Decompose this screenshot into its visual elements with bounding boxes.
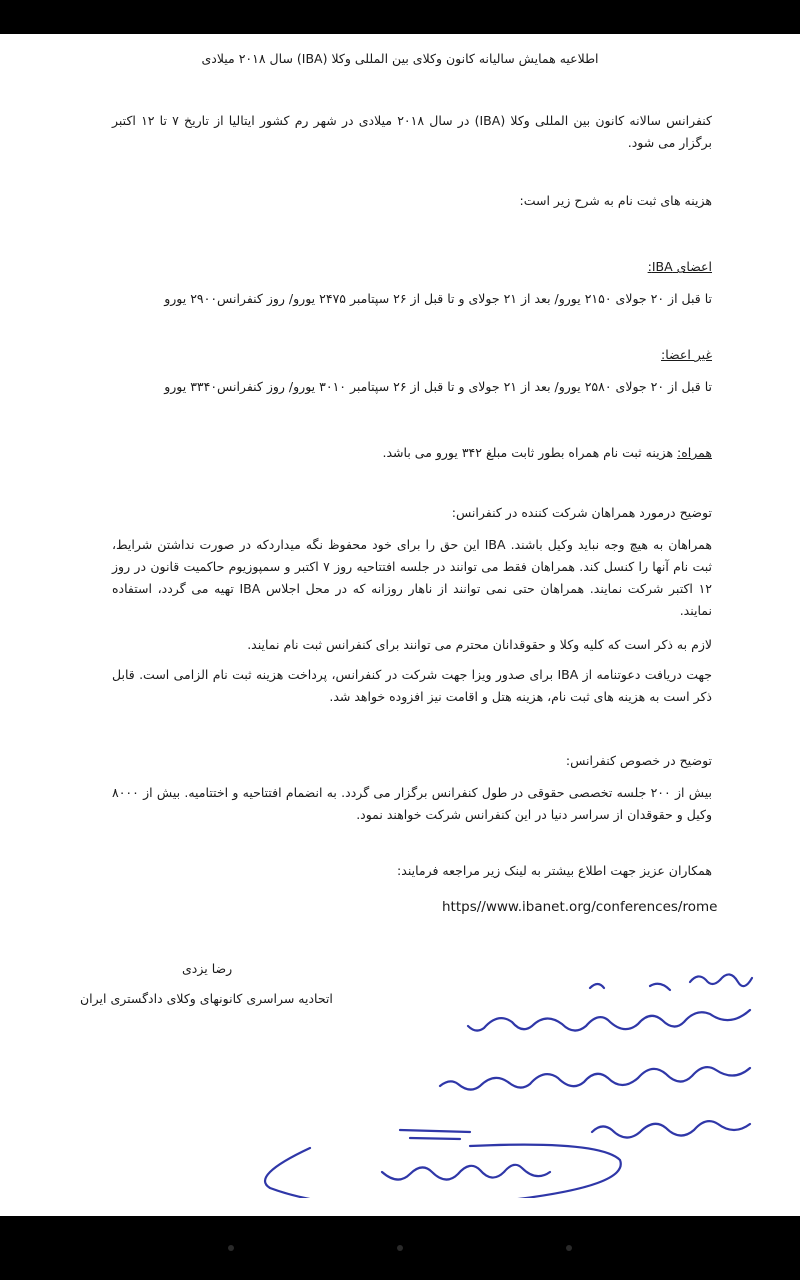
conference-note-body: بیش از ۲۰۰ جلسه تخصصی حقوقی در طول کنفرانس برگزار می گردد. به انضمام افتتاحیه و اختتامیه. بیش از ۸۰۰۰ وکیل و حقوقدان از سراسر دنیا در این کنفرانس شرکت خواهند نمود. — [112, 785, 712, 822]
intro-paragraph: کنفرانس سالانه کانون بین المللی وکلا (IBA) در سال ۲۰۱۸ میلادی در شهر رم کشور ایتالیا از تاریخ ۷ تا ۱۲ اکتبر برگزار می شود. — [112, 113, 713, 150]
more-info-text: همکاران عزیز جهت اطلاع بیشتر به لینک زیر مراجعه فرمایند: — [397, 863, 712, 878]
nav-home-button[interactable] — [397, 1245, 403, 1251]
handwriting-line-4 — [592, 1121, 750, 1137]
nav-back-button[interactable] — [228, 1245, 234, 1251]
companion-text: هزینه ثبت نام همراه بطور ثابت مبلغ ۳۴۲ یورو می باشد. — [382, 445, 678, 460]
companion-label: همراه: — [677, 445, 712, 460]
status-bar — [0, 0, 800, 34]
nav-recents-button[interactable] — [566, 1245, 572, 1251]
handwriting-date — [382, 1165, 550, 1180]
conference-note-heading: توضیح در خصوص کنفرانس: — [565, 753, 712, 768]
handwritten-annotation — [250, 958, 770, 1198]
signature-name: رضا یزدی — [182, 961, 233, 976]
fees-heading: هزینه های ثبت نام به شرح زیر است: — [519, 193, 712, 208]
companion-note-heading: توضیح درمورد همراهان شرکت کننده در کنفرانس: — [451, 505, 712, 520]
companion-line — [383, 442, 713, 464]
handwriting-underline — [400, 1130, 470, 1139]
handwriting-flourish — [265, 1145, 621, 1198]
handwriting-line-1 — [650, 974, 752, 990]
handwriting-line-3 — [440, 1067, 750, 1089]
nonmembers-heading: غیر اعضا: — [661, 347, 712, 362]
nonmembers-fees: تا قبل از ۲۰ جولای ۲۵۸۰ یورو/ بعد از ۲۱ جولای و تا قبل از ۲۶ سپتامبر ۳۰۱۰ یورو/ روز کنفرانس۳۳۴۰ یورو — [164, 379, 712, 394]
signature-org: اتحادیه سراسری کانونهای وکلای دادگستری ایران — [80, 991, 333, 1006]
members-heading: اعضای IBA: — [647, 259, 712, 274]
companion-note-body: همراهان به هیچ وجه نباید وکیل باشند. IBA این حق را برای خود محفوظ نگه میداردکه در صورت نداشتن شرایط، ثبت نام آنها را کنسل کند. همراهان فقط می توانند در جلسه افتتاحیه روز ۷ اکتبر و سمپوزیوم حاکمیت قانون در روز ۱۲ اکتبر شرکت نمایند. همراهان حتی نمی توانند از ناهار روزانه که در محل اجلاس IBA تهیه می گردد، استفاده نمایند. — [112, 537, 713, 618]
members-fees: تا قبل از ۲۰ جولای ۲۱۵۰ یورو/ بعد از ۲۱ جولای و تا قبل از ۲۶ سپتامبر ۲۴۷۵ یورو/ روز کنفرانس۲۹۰۰ یورو — [164, 291, 712, 306]
page-title: اطلاعیه همایش سالیانه کانون وکلای بین المللی وکلا (IBA) سال ۲۰۱۸ میلادی — [201, 51, 599, 66]
visa-note: جهت دریافت دعوتنامه از IBA برای صدور ویزا جهت شرکت در کنفرانس، پرداخت هزینه ثبت نام الزامی است. قابل ذکر است به هزینه های ثبت نام، هزینه هتل و اقامت نیز افزوده خواهد شد. — [112, 667, 712, 704]
registration-note: لازم به ذکر است که کلیه وکلا و حقوقدانان محترم می توانند برای کنفرانس ثبت نام نمایند. — [247, 637, 712, 652]
conference-link[interactable]: https//www.ibanet.org/conferences/rome — [442, 899, 718, 915]
handwriting-line-2 — [468, 984, 750, 1031]
